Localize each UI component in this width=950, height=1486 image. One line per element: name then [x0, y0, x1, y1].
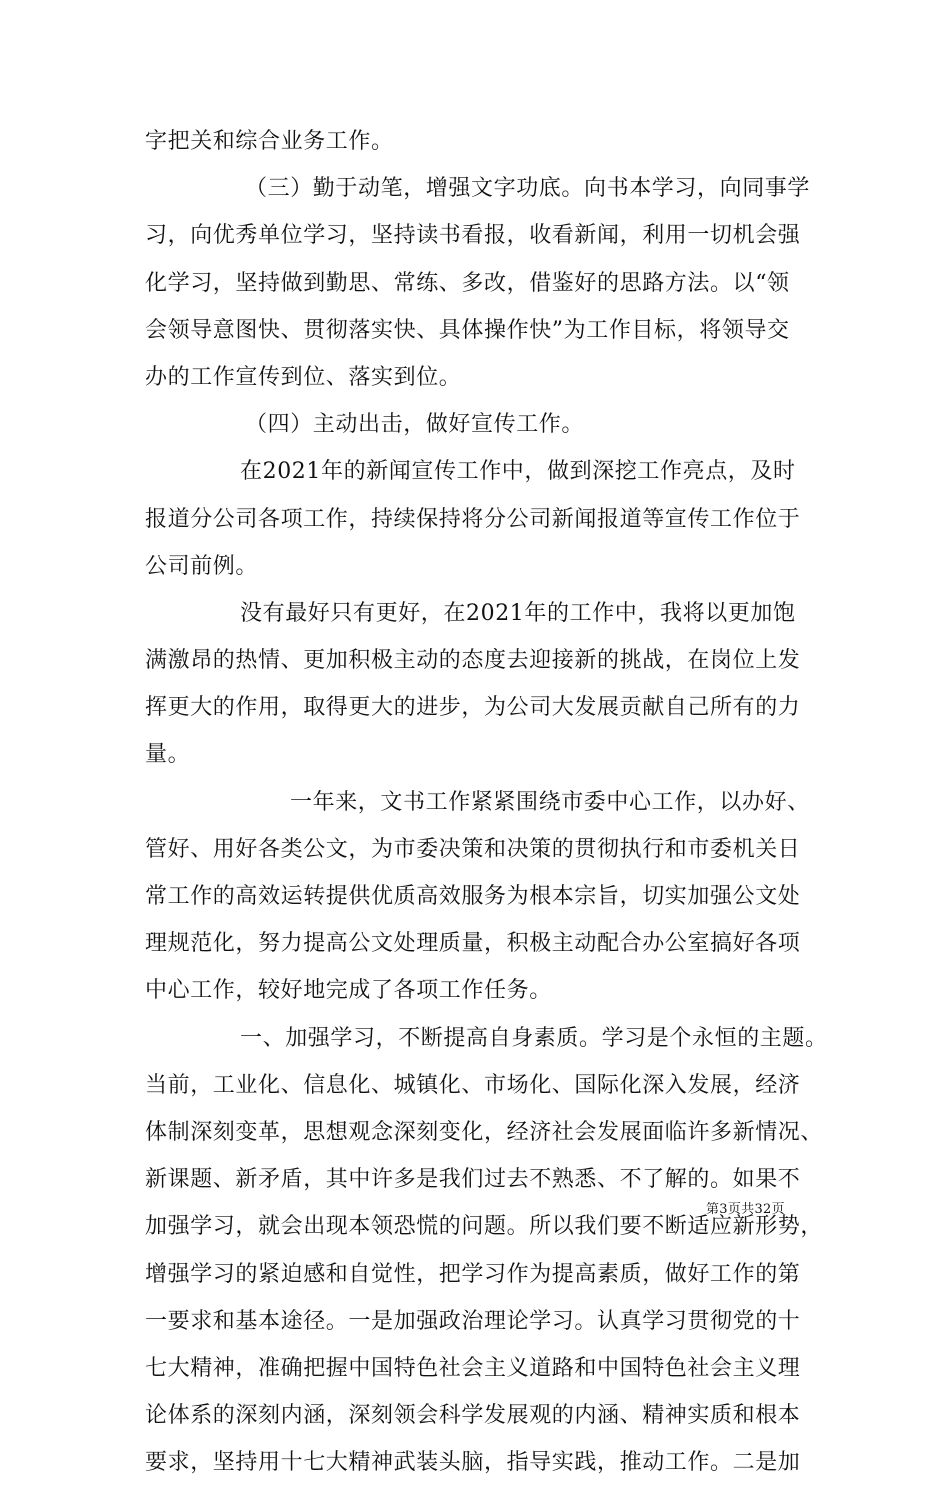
text-line: 习，向优秀单位学习，坚持读书看报，收看新闻，利用一切机会强	[145, 223, 801, 249]
text-line: （三）勤于动笔，增强文字功底。向书本学习，向同事学	[245, 176, 811, 202]
text-line: 常工作的高效运转提供优质高效服务为根本宗旨，切实加强公文处	[145, 884, 801, 909]
text-line: 论体系的深刻内涵，深刻领会科学发展观的内涵、精神实质和根本	[145, 1403, 801, 1429]
document-body	[145, 118, 828, 1486]
text-line: 理规范化，努力提高公文处理质量，积极主动配合办公室搞好各项	[145, 931, 801, 957]
text-line: 办的工作宣传到位、落实到位。	[145, 364, 462, 390]
text-line: 加强学习，就会出现本领恐慌的问题。所以我们要不断适应新形势，	[145, 1214, 824, 1240]
text-line: 化学习，坚持做到勤思、常练、多改，借鉴好的思路方法。以“领	[145, 270, 790, 296]
text-line: 增强学习的紧迫感和自觉性，把学习作为提高素质，做好工作的第	[145, 1261, 801, 1287]
text-line: 一要求和基本途径。一是加强政治理论学习。认真学习贯彻党的十	[145, 1308, 801, 1334]
text-line: 要求，坚持用十七大精神武装头脑，指导实践，推动工作。二是加	[145, 1450, 801, 1476]
text-line: 会领导意图快、贯彻落实快、具体操作快”为工作目标，将领导交	[145, 317, 790, 343]
text-line: 七大精神，准确把握中国特色社会主义道路和中国特色社会主义理	[145, 1355, 801, 1381]
text-line: 量。	[145, 742, 191, 768]
text-line: 一、加强学习，不断提高自身素质。学习是个永恒的主题。	[240, 1025, 828, 1051]
text-line: 一年来，文书工作紧紧围绕市委中心工作，以办好、	[290, 789, 810, 815]
text-line: 报道分公司各项工作，持续保持将分公司新闻报道等宣传工作位于	[145, 506, 801, 532]
text-line: 当前，工业化、信息化、城镇化、市场化、国际化深入发展，经济	[145, 1072, 801, 1098]
text-line: 中心工作，较好地完成了各项工作任务。	[145, 978, 552, 1004]
text-line: （四）主动出击，做好宣传工作。	[245, 412, 585, 438]
page-number-footer: 第3页共32页	[706, 1202, 785, 1217]
text-line: 字把关和综合业务工作。	[145, 129, 394, 154]
text-line: 挥更大的作用，取得更大的进步，为公司大发展贡献自己所有的力	[145, 695, 801, 721]
text-line: 管好、用好各类公文，为市委决策和决策的贯彻执行和市委机关日	[145, 836, 801, 862]
text-line: 满激昂的热情、更加积极主动的态度去迎接新的挑战，在岗位上发	[145, 648, 801, 674]
text-line: 体制深刻变革，思想观念深刻变化，经济社会发展面临许多新情况、	[145, 1119, 824, 1145]
text-line: 公司前例。	[145, 553, 259, 579]
text-line: 没有最好只有更好，在2021年的工作中，我将以更加饱	[240, 600, 796, 626]
text-line: 新课题、新矛盾，其中许多是我们过去不熟悉、不了解的。如果不	[145, 1167, 801, 1193]
text-line: 在2021年的新闻宣传工作中，做到深挖工作亮点，及时	[240, 459, 796, 485]
